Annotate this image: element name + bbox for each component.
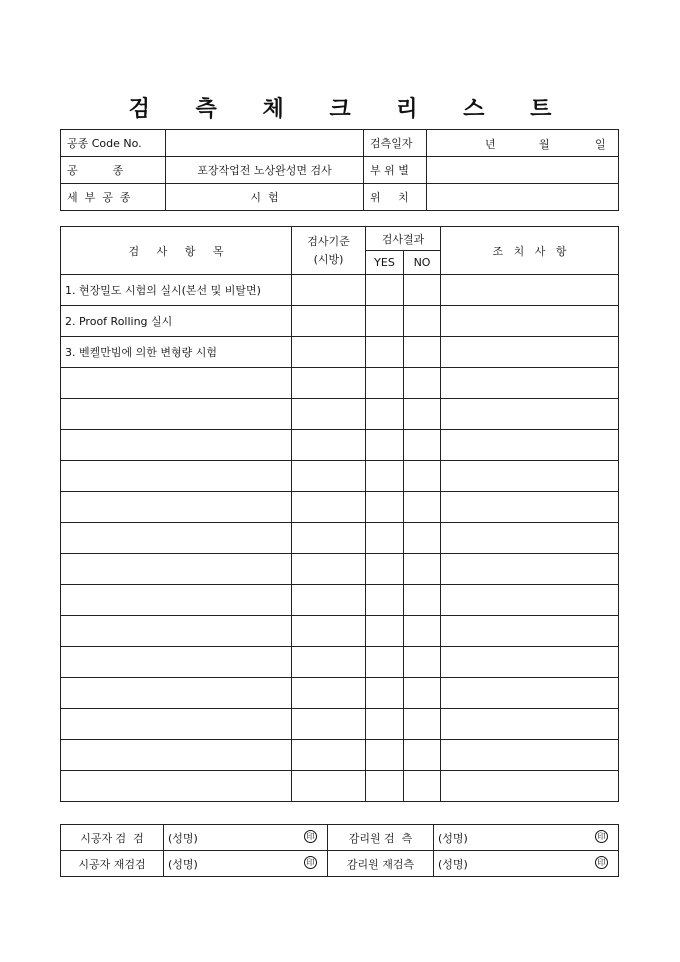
yes-cell[interactable] [366, 554, 404, 585]
item-cell [61, 399, 292, 430]
item-cell [61, 554, 292, 585]
no-cell[interactable] [404, 430, 441, 461]
criteria-cell[interactable] [292, 461, 366, 492]
yes-cell[interactable] [366, 740, 404, 771]
no-cell[interactable] [404, 709, 441, 740]
criteria-header-line2: (시방) [313, 252, 344, 266]
work-type-label: 공 종 [61, 157, 166, 184]
yes-cell[interactable] [366, 709, 404, 740]
no-header: NO [404, 251, 441, 275]
date-day: 일 [595, 138, 606, 151]
no-cell[interactable] [404, 461, 441, 492]
name-placeholder: (성명) [168, 857, 198, 871]
item-cell [61, 709, 292, 740]
date-month: 월 [539, 138, 550, 151]
criteria-cell[interactable] [292, 740, 366, 771]
action-cell[interactable] [441, 647, 619, 678]
item-cell: 1. 현장밀도 시험의 실시(본선 및 비탈면) [61, 275, 292, 306]
seal-icon: 印 [595, 830, 608, 843]
location-label: 위 치 [364, 184, 427, 211]
action-cell[interactable] [441, 523, 619, 554]
action-cell[interactable] [441, 275, 619, 306]
checklist-header-row-1 [61, 227, 619, 251]
contractor-reinspect-label: 시공자 재검검 [61, 851, 164, 877]
criteria-cell[interactable] [292, 709, 366, 740]
item-cell [61, 585, 292, 616]
table-row [61, 554, 619, 585]
location-value[interactable] [427, 184, 619, 211]
table-row [61, 771, 619, 802]
table-row [61, 399, 619, 430]
yes-cell[interactable] [366, 399, 404, 430]
seal-icon: 印 [304, 856, 317, 869]
no-cell[interactable] [404, 337, 441, 368]
table-row [61, 523, 619, 554]
name-placeholder: (성명) [438, 857, 468, 871]
criteria-header [292, 227, 366, 275]
yes-cell[interactable] [366, 430, 404, 461]
action-cell[interactable] [441, 554, 619, 585]
action-cell[interactable] [441, 678, 619, 709]
supervisor-inspect-label: 감리원 검 측 [328, 825, 434, 851]
table-row [61, 492, 619, 523]
supervisor-inspect-name[interactable] [434, 825, 619, 851]
table-row [61, 709, 619, 740]
info-row-work-type [61, 157, 619, 184]
no-cell[interactable] [404, 399, 441, 430]
no-cell[interactable] [404, 306, 441, 337]
table-row [61, 306, 619, 337]
yes-cell[interactable] [366, 678, 404, 709]
criteria-cell[interactable] [292, 368, 366, 399]
item-cell: 2. Proof Rolling 실시 [61, 306, 292, 337]
table-row [61, 740, 619, 771]
info-row-code [61, 130, 619, 157]
item-cell [61, 740, 292, 771]
contractor-inspect-label: 시공자 검 검 [61, 825, 164, 851]
item-cell [61, 368, 292, 399]
action-cell[interactable] [441, 740, 619, 771]
table-row [61, 337, 619, 368]
info-table [60, 129, 619, 211]
yes-cell[interactable] [366, 492, 404, 523]
action-cell[interactable] [441, 616, 619, 647]
code-label: 공종 Code No. [61, 130, 166, 157]
contractor-inspect-name[interactable] [164, 825, 328, 851]
no-cell[interactable] [404, 647, 441, 678]
item-cell [61, 430, 292, 461]
criteria-cell[interactable] [292, 585, 366, 616]
table-row [61, 275, 619, 306]
item-header: 검 사 항 목 [61, 227, 292, 275]
criteria-cell[interactable] [292, 616, 366, 647]
checklist-table [60, 226, 619, 802]
signature-row [61, 851, 619, 877]
checklist-body [61, 275, 619, 802]
yes-cell[interactable] [366, 461, 404, 492]
action-cell[interactable] [441, 461, 619, 492]
table-row [61, 678, 619, 709]
action-cell[interactable] [441, 430, 619, 461]
name-placeholder: (성명) [438, 831, 468, 845]
table-row [61, 647, 619, 678]
yes-cell[interactable] [366, 275, 404, 306]
no-cell[interactable] [404, 492, 441, 523]
yes-cell[interactable] [366, 523, 404, 554]
item-cell [61, 616, 292, 647]
supervisor-reinspect-name[interactable] [434, 851, 619, 877]
name-placeholder: (성명) [168, 831, 198, 845]
no-cell[interactable] [404, 554, 441, 585]
item-cell [61, 678, 292, 709]
table-row [61, 616, 619, 647]
criteria-cell[interactable] [292, 523, 366, 554]
inspection-date-label: 검측일자 [364, 130, 427, 157]
code-value[interactable] [166, 130, 364, 157]
no-cell[interactable] [404, 523, 441, 554]
action-cell[interactable] [441, 306, 619, 337]
no-cell[interactable] [404, 616, 441, 647]
action-cell[interactable] [441, 337, 619, 368]
action-cell[interactable] [441, 399, 619, 430]
no-cell[interactable] [404, 740, 441, 771]
table-row [61, 430, 619, 461]
criteria-cell[interactable] [292, 275, 366, 306]
supervisor-reinspect-label: 감리원 재검측 [328, 851, 434, 877]
table-row [61, 585, 619, 616]
criteria-cell[interactable] [292, 678, 366, 709]
action-cell[interactable] [441, 709, 619, 740]
yes-header: YES [366, 251, 404, 275]
no-cell[interactable] [404, 368, 441, 399]
work-type-value[interactable]: 포장작업전 노상완성면 검사 [166, 157, 364, 184]
seal-icon: 印 [595, 856, 608, 869]
yes-cell[interactable] [366, 616, 404, 647]
yes-cell[interactable] [366, 337, 404, 368]
item-cell [61, 461, 292, 492]
signature-table [60, 824, 619, 877]
action-cell[interactable] [441, 492, 619, 523]
criteria-header-line1: 검사기준 [307, 234, 350, 248]
action-cell[interactable] [441, 368, 619, 399]
no-cell[interactable] [404, 771, 441, 802]
sub-work-label: 세 부 공 종 [61, 184, 166, 211]
table-row [61, 368, 619, 399]
action-header: 조 치 사 항 [441, 227, 619, 275]
yes-cell[interactable] [366, 585, 404, 616]
item-cell: 3. 벤켈만빔에 의한 변형량 시험 [61, 337, 292, 368]
criteria-cell[interactable] [292, 399, 366, 430]
criteria-cell[interactable] [292, 492, 366, 523]
page-title: 검 측 체 크 리 스 트 [128, 96, 571, 122]
action-cell[interactable] [441, 585, 619, 616]
part-value[interactable] [427, 157, 619, 184]
criteria-cell[interactable] [292, 430, 366, 461]
info-row-sub-work [61, 184, 619, 211]
date-year: 년 [485, 138, 496, 151]
criteria-cell[interactable] [292, 647, 366, 678]
yes-cell[interactable] [366, 771, 404, 802]
item-cell [61, 771, 292, 802]
signature-row [61, 825, 619, 851]
criteria-cell[interactable] [292, 554, 366, 585]
yes-cell[interactable] [366, 647, 404, 678]
no-cell[interactable] [404, 585, 441, 616]
table-row [61, 461, 619, 492]
item-cell [61, 647, 292, 678]
yes-cell[interactable] [366, 306, 404, 337]
yes-cell[interactable] [366, 368, 404, 399]
sub-work-value[interactable]: 시 험 [166, 184, 364, 211]
action-cell[interactable] [441, 771, 619, 802]
no-cell[interactable] [404, 275, 441, 306]
criteria-cell[interactable] [292, 771, 366, 802]
item-cell [61, 492, 292, 523]
item-cell [61, 523, 292, 554]
criteria-cell[interactable] [292, 306, 366, 337]
criteria-cell[interactable] [292, 337, 366, 368]
inspection-date-value[interactable] [427, 130, 619, 157]
seal-icon: 印 [304, 830, 317, 843]
no-cell[interactable] [404, 678, 441, 709]
part-label: 부 위 별 [364, 157, 427, 184]
contractor-reinspect-name[interactable] [164, 851, 328, 877]
result-header: 검사결과 [366, 227, 441, 251]
